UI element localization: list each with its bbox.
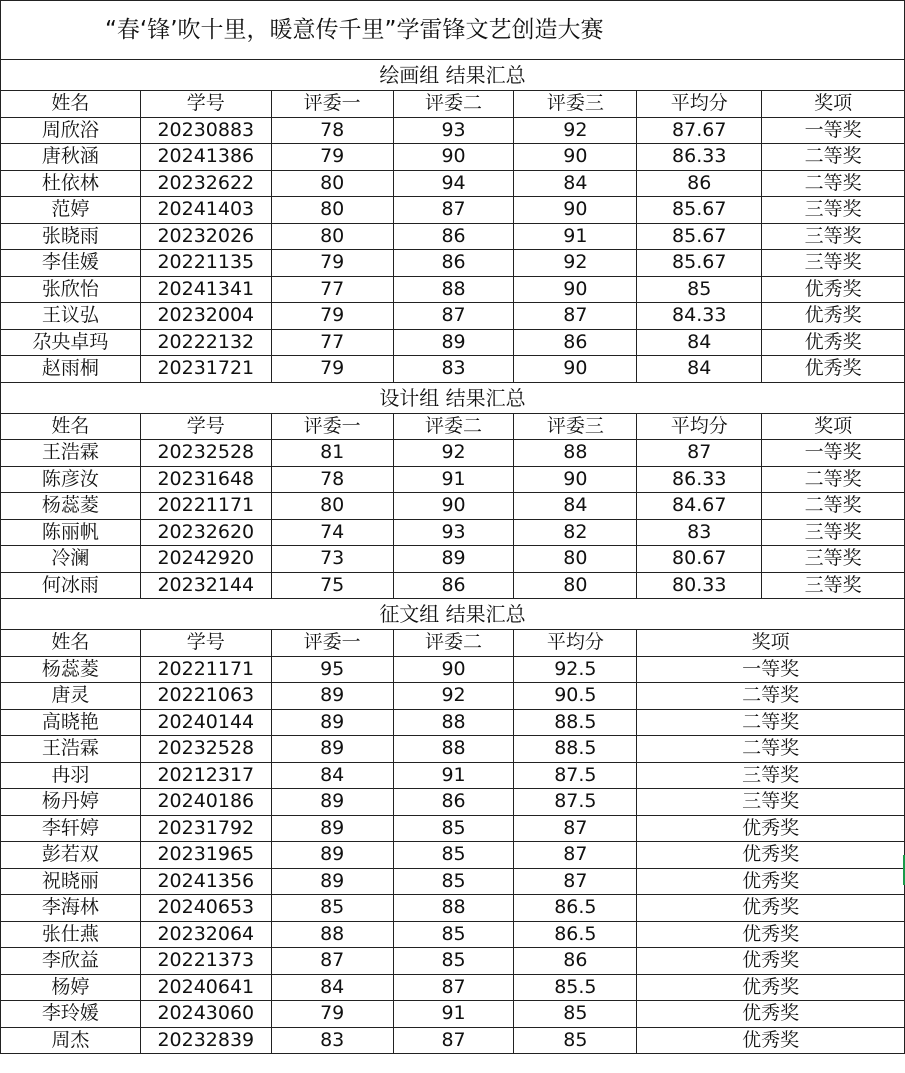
table-cell: 90 bbox=[514, 197, 637, 224]
table-cell: 90.5 bbox=[514, 683, 637, 710]
table-cell: 88.5 bbox=[514, 709, 637, 736]
table-row bbox=[1, 466, 905, 493]
table-cell: 89 bbox=[271, 709, 393, 736]
design-header-row bbox=[1, 413, 905, 440]
table-cell: 20232620 bbox=[140, 519, 271, 546]
table-row bbox=[1, 356, 905, 383]
essay-header-row bbox=[1, 630, 905, 657]
table-cell: 李轩婷 bbox=[1, 815, 141, 842]
table-cell: 王浩霖 bbox=[1, 440, 141, 467]
table-cell: 85 bbox=[393, 921, 514, 948]
table-cell: 88 bbox=[271, 921, 393, 948]
table-cell: 80 bbox=[271, 493, 393, 520]
table-cell: 20221373 bbox=[140, 948, 271, 975]
table-row bbox=[1, 709, 905, 736]
table-cell: 二等奖 bbox=[762, 170, 905, 197]
column-header: 评委三 bbox=[514, 413, 637, 440]
table-row bbox=[1, 683, 905, 710]
table-cell: 范婷 bbox=[1, 197, 141, 224]
table-cell: 89 bbox=[271, 868, 393, 895]
table-cell: 87 bbox=[393, 197, 514, 224]
table-row bbox=[1, 789, 905, 816]
column-header: 平均分 bbox=[637, 91, 762, 118]
table-row bbox=[1, 1027, 905, 1054]
table-cell: 89 bbox=[271, 789, 393, 816]
column-header: 学号 bbox=[140, 91, 271, 118]
table-row bbox=[1, 948, 905, 975]
table-row bbox=[1, 519, 905, 546]
table-cell: 87 bbox=[393, 1027, 514, 1054]
table-cell: 20232622 bbox=[140, 170, 271, 197]
table-row bbox=[1, 117, 905, 144]
table-cell: 20231648 bbox=[140, 466, 271, 493]
column-header: 评委二 bbox=[393, 630, 514, 657]
table-cell: 三等奖 bbox=[637, 762, 905, 789]
table-cell: 92 bbox=[393, 440, 514, 467]
table-cell: 高晓艳 bbox=[1, 709, 141, 736]
table-cell: 85 bbox=[514, 1027, 637, 1054]
table-cell: 84 bbox=[514, 170, 637, 197]
table-cell: 陈丽帆 bbox=[1, 519, 141, 546]
table-cell: 80.67 bbox=[637, 546, 762, 573]
table-cell: 20243060 bbox=[140, 1001, 271, 1028]
table-cell: 75 bbox=[271, 572, 393, 599]
table-cell: 优秀奖 bbox=[637, 868, 905, 895]
table-row bbox=[1, 868, 905, 895]
table-cell: 王浩霖 bbox=[1, 736, 141, 763]
table-cell: 88 bbox=[393, 276, 514, 303]
table-row bbox=[1, 974, 905, 1001]
table-cell: 杨蕊菱 bbox=[1, 493, 141, 520]
column-header: 奖项 bbox=[762, 413, 905, 440]
table-cell: 优秀奖 bbox=[637, 974, 905, 1001]
page-title: “春‘锋’吹十里，暖意传千里”学雷锋文艺创造大赛 bbox=[1, 1, 905, 60]
table-cell: 20240144 bbox=[140, 709, 271, 736]
table-cell: 85.67 bbox=[637, 223, 762, 250]
table-row bbox=[1, 815, 905, 842]
table-cell: 92 bbox=[514, 250, 637, 277]
table-cell: 90 bbox=[393, 144, 514, 171]
table-cell: 张仕燕 bbox=[1, 921, 141, 948]
table-cell: 80 bbox=[271, 170, 393, 197]
column-header: 评委二 bbox=[393, 413, 514, 440]
table-cell: 87 bbox=[514, 303, 637, 330]
table-cell: 三等奖 bbox=[762, 572, 905, 599]
table-cell: 89 bbox=[271, 815, 393, 842]
table-cell: 20221171 bbox=[140, 656, 271, 683]
table-cell: 89 bbox=[271, 842, 393, 869]
table-cell: 90 bbox=[514, 276, 637, 303]
table-cell: 80.33 bbox=[637, 572, 762, 599]
table-cell: 尕央卓玛 bbox=[1, 329, 141, 356]
table-cell: 三等奖 bbox=[762, 519, 905, 546]
table-cell: 94 bbox=[393, 170, 514, 197]
table-cell: 一等奖 bbox=[762, 117, 905, 144]
table-cell: 79 bbox=[271, 1001, 393, 1028]
table-cell: 86 bbox=[393, 250, 514, 277]
column-header: 姓名 bbox=[1, 91, 141, 118]
table-cell: 79 bbox=[271, 303, 393, 330]
table-cell: 79 bbox=[271, 356, 393, 383]
table-cell: 优秀奖 bbox=[762, 276, 905, 303]
table-cell: 87.5 bbox=[514, 762, 637, 789]
table-cell: 20231721 bbox=[140, 356, 271, 383]
table-cell: 20232026 bbox=[140, 223, 271, 250]
table-cell: 92 bbox=[393, 683, 514, 710]
table-cell: 何冰雨 bbox=[1, 572, 141, 599]
table-cell: 89 bbox=[271, 736, 393, 763]
table-cell: 周杰 bbox=[1, 1027, 141, 1054]
table-cell: 二等奖 bbox=[762, 144, 905, 171]
column-header: 姓名 bbox=[1, 630, 141, 657]
table-cell: 一等奖 bbox=[637, 656, 905, 683]
table-cell: 87.67 bbox=[637, 117, 762, 144]
table-cell: 89 bbox=[393, 329, 514, 356]
table-cell: 93 bbox=[393, 519, 514, 546]
table-cell: 84 bbox=[514, 493, 637, 520]
table-cell: 冷澜 bbox=[1, 546, 141, 573]
table-cell: 86 bbox=[393, 572, 514, 599]
table-cell: 85 bbox=[393, 948, 514, 975]
column-header: 评委二 bbox=[393, 91, 514, 118]
table-cell: 85 bbox=[637, 276, 762, 303]
table-cell: 20212317 bbox=[140, 762, 271, 789]
table-cell: 20232528 bbox=[140, 440, 271, 467]
table-cell: 三等奖 bbox=[762, 250, 905, 277]
table-row bbox=[1, 303, 905, 330]
table-cell: 95 bbox=[271, 656, 393, 683]
table-cell: 88 bbox=[514, 440, 637, 467]
table-row bbox=[1, 493, 905, 520]
table-cell: 79 bbox=[271, 144, 393, 171]
table-cell: 优秀奖 bbox=[637, 921, 905, 948]
table-row bbox=[1, 736, 905, 763]
table-cell: 优秀奖 bbox=[762, 356, 905, 383]
table-cell: 20230883 bbox=[140, 117, 271, 144]
table-row bbox=[1, 170, 905, 197]
column-header: 奖项 bbox=[762, 91, 905, 118]
table-cell: 85 bbox=[271, 895, 393, 922]
table-cell: 86 bbox=[514, 329, 637, 356]
table-row bbox=[1, 276, 905, 303]
table-cell: 87 bbox=[514, 815, 637, 842]
table-row bbox=[1, 842, 905, 869]
table-cell: 92.5 bbox=[514, 656, 637, 683]
table-cell: 20221063 bbox=[140, 683, 271, 710]
table-cell: 84 bbox=[271, 974, 393, 1001]
table-cell: 87.5 bbox=[514, 789, 637, 816]
table-cell: 祝晓丽 bbox=[1, 868, 141, 895]
table-row bbox=[1, 656, 905, 683]
table-cell: 86 bbox=[637, 170, 762, 197]
table-cell: 杨丹婷 bbox=[1, 789, 141, 816]
table-cell: 20221135 bbox=[140, 250, 271, 277]
table-cell: 77 bbox=[271, 276, 393, 303]
table-row bbox=[1, 329, 905, 356]
column-header: 评委一 bbox=[271, 91, 393, 118]
column-header: 评委三 bbox=[514, 91, 637, 118]
table-cell: 88 bbox=[393, 895, 514, 922]
table-cell: 唐秋涵 bbox=[1, 144, 141, 171]
table-row bbox=[1, 895, 905, 922]
table-cell: 84 bbox=[637, 356, 762, 383]
table-cell: 86.5 bbox=[514, 895, 637, 922]
table-cell: 20241341 bbox=[140, 276, 271, 303]
table-cell: 86.5 bbox=[514, 921, 637, 948]
table-cell: 80 bbox=[271, 223, 393, 250]
table-cell: 20232839 bbox=[140, 1027, 271, 1054]
table-cell: 90 bbox=[514, 356, 637, 383]
title-row bbox=[1, 1, 905, 60]
table-cell: 87 bbox=[514, 842, 637, 869]
table-cell: 87 bbox=[393, 974, 514, 1001]
table-cell: 85 bbox=[393, 815, 514, 842]
section-title: 设计组 结果汇总 bbox=[1, 382, 905, 413]
table-cell: 李玲媛 bbox=[1, 1001, 141, 1028]
table-cell: 87 bbox=[514, 868, 637, 895]
table-cell: 20231792 bbox=[140, 815, 271, 842]
table-cell: 一等奖 bbox=[762, 440, 905, 467]
table-cell: 84.67 bbox=[637, 493, 762, 520]
table-cell: 87 bbox=[271, 948, 393, 975]
table-cell: 83 bbox=[393, 356, 514, 383]
table-cell: 90 bbox=[514, 144, 637, 171]
table-cell: 90 bbox=[393, 493, 514, 520]
table-cell: 85 bbox=[393, 868, 514, 895]
table-cell: 周欣浴 bbox=[1, 117, 141, 144]
table-cell: 91 bbox=[393, 466, 514, 493]
table-cell: 优秀奖 bbox=[762, 303, 905, 330]
table-cell: 张欣怡 bbox=[1, 276, 141, 303]
table-cell: 三等奖 bbox=[762, 223, 905, 250]
table-cell: 84 bbox=[637, 329, 762, 356]
table-cell: 20232004 bbox=[140, 303, 271, 330]
section-title: 绘画组 结果汇总 bbox=[1, 60, 905, 91]
table-cell: 三等奖 bbox=[762, 197, 905, 224]
column-header: 平均分 bbox=[514, 630, 637, 657]
table-cell: 优秀奖 bbox=[637, 842, 905, 869]
table-cell: 优秀奖 bbox=[637, 948, 905, 975]
table-cell: 20232144 bbox=[140, 572, 271, 599]
table-cell: 93 bbox=[393, 117, 514, 144]
table-cell: 91 bbox=[393, 1001, 514, 1028]
table-cell: 二等奖 bbox=[637, 736, 905, 763]
table-cell: 唐灵 bbox=[1, 683, 141, 710]
table-cell: 89 bbox=[393, 546, 514, 573]
table-cell: 84.33 bbox=[637, 303, 762, 330]
table-cell: 83 bbox=[271, 1027, 393, 1054]
table-row bbox=[1, 1001, 905, 1028]
table-cell: 89 bbox=[271, 683, 393, 710]
table-cell: 79 bbox=[271, 250, 393, 277]
table-cell: 20232528 bbox=[140, 736, 271, 763]
column-header: 平均分 bbox=[637, 413, 762, 440]
table-cell: 二等奖 bbox=[637, 683, 905, 710]
table-cell: 20221171 bbox=[140, 493, 271, 520]
table-cell: 杜依林 bbox=[1, 170, 141, 197]
table-row bbox=[1, 144, 905, 171]
table-cell: 85.67 bbox=[637, 250, 762, 277]
table-cell: 84 bbox=[271, 762, 393, 789]
table-cell: 74 bbox=[271, 519, 393, 546]
column-header: 学号 bbox=[140, 630, 271, 657]
table-cell: 陈彦汝 bbox=[1, 466, 141, 493]
painting-section-row bbox=[1, 60, 905, 91]
section-title: 征文组 结果汇总 bbox=[1, 599, 905, 630]
table-cell: 优秀奖 bbox=[637, 895, 905, 922]
table-cell: 三等奖 bbox=[637, 789, 905, 816]
table-cell: 88 bbox=[393, 736, 514, 763]
table-cell: 86 bbox=[514, 948, 637, 975]
table-cell: 20241386 bbox=[140, 144, 271, 171]
table-cell: 78 bbox=[271, 117, 393, 144]
table-cell: 李欣益 bbox=[1, 948, 141, 975]
column-header: 姓名 bbox=[1, 413, 141, 440]
table-cell: 20241356 bbox=[140, 868, 271, 895]
table-cell: 20240186 bbox=[140, 789, 271, 816]
painting-header-row bbox=[1, 91, 905, 118]
table-cell: 85.5 bbox=[514, 974, 637, 1001]
table-cell: 20241403 bbox=[140, 197, 271, 224]
table-cell: 20222132 bbox=[140, 329, 271, 356]
table-cell: 90 bbox=[514, 466, 637, 493]
table-cell: 二等奖 bbox=[762, 466, 905, 493]
table-cell: 85.67 bbox=[637, 197, 762, 224]
essay-section-row bbox=[1, 599, 905, 630]
table-row bbox=[1, 762, 905, 789]
table-row bbox=[1, 546, 905, 573]
table-cell: 20242920 bbox=[140, 546, 271, 573]
table-cell: 二等奖 bbox=[637, 709, 905, 736]
table-cell: 73 bbox=[271, 546, 393, 573]
table-cell: 杨婷 bbox=[1, 974, 141, 1001]
table-cell: 三等奖 bbox=[762, 546, 905, 573]
table-row bbox=[1, 223, 905, 250]
table-cell: 77 bbox=[271, 329, 393, 356]
design-section-row bbox=[1, 382, 905, 413]
table-cell: 二等奖 bbox=[762, 493, 905, 520]
table-cell: 彭若双 bbox=[1, 842, 141, 869]
table-cell: 优秀奖 bbox=[637, 815, 905, 842]
table-cell: 83 bbox=[637, 519, 762, 546]
column-header: 评委一 bbox=[271, 630, 393, 657]
table-cell: 87 bbox=[637, 440, 762, 467]
table-cell: 李佳媛 bbox=[1, 250, 141, 277]
table-cell: 优秀奖 bbox=[637, 1027, 905, 1054]
table-cell: 王议弘 bbox=[1, 303, 141, 330]
table-cell: 80 bbox=[514, 546, 637, 573]
table-cell: 20232064 bbox=[140, 921, 271, 948]
table-cell: 78 bbox=[271, 466, 393, 493]
column-header: 学号 bbox=[140, 413, 271, 440]
table-cell: 20240641 bbox=[140, 974, 271, 1001]
table-cell: 86.33 bbox=[637, 144, 762, 171]
table-cell: 91 bbox=[514, 223, 637, 250]
table-cell: 80 bbox=[514, 572, 637, 599]
table-cell: 85 bbox=[514, 1001, 637, 1028]
column-header: 评委一 bbox=[271, 413, 393, 440]
table-row bbox=[1, 250, 905, 277]
table-cell: 81 bbox=[271, 440, 393, 467]
table-cell: 李海林 bbox=[1, 895, 141, 922]
table-cell: 91 bbox=[393, 762, 514, 789]
table-cell: 张晓雨 bbox=[1, 223, 141, 250]
table-cell: 92 bbox=[514, 117, 637, 144]
table-cell: 冉羽 bbox=[1, 762, 141, 789]
table-cell: 85 bbox=[393, 842, 514, 869]
table-cell: 20231965 bbox=[140, 842, 271, 869]
table-cell: 80 bbox=[271, 197, 393, 224]
table-row bbox=[1, 197, 905, 224]
table-cell: 优秀奖 bbox=[762, 329, 905, 356]
table-cell: 86.33 bbox=[637, 466, 762, 493]
table-row bbox=[1, 440, 905, 467]
table-cell: 87 bbox=[393, 303, 514, 330]
table-cell: 20240653 bbox=[140, 895, 271, 922]
table-row bbox=[1, 921, 905, 948]
table-cell: 88.5 bbox=[514, 736, 637, 763]
table-cell: 赵雨桐 bbox=[1, 356, 141, 383]
table-cell: 82 bbox=[514, 519, 637, 546]
table-cell: 86 bbox=[393, 789, 514, 816]
column-header: 奖项 bbox=[637, 630, 905, 657]
table-cell: 88 bbox=[393, 709, 514, 736]
table-cell: 90 bbox=[393, 656, 514, 683]
table-cell: 86 bbox=[393, 223, 514, 250]
table-cell: 杨蕊菱 bbox=[1, 656, 141, 683]
table-cell: 优秀奖 bbox=[637, 1001, 905, 1028]
table-row bbox=[1, 572, 905, 599]
